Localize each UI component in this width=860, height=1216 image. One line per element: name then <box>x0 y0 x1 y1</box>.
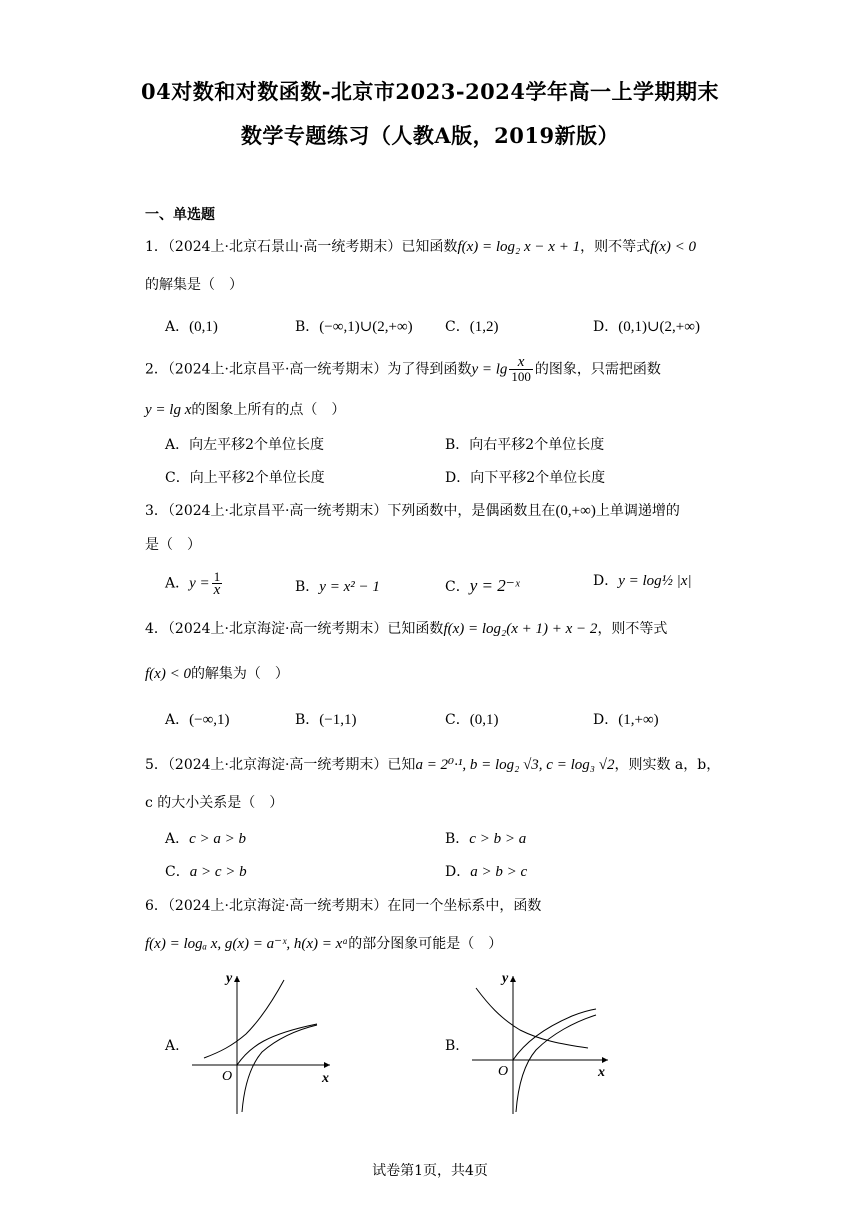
question-2-function-2: y = lg x <box>145 402 192 418</box>
question-4-inequality: f(x) < 0 <box>145 666 191 682</box>
option-label: D． <box>445 864 471 880</box>
question-4-tail: 的解集为（ ） <box>190 666 289 682</box>
option-value: y = <box>189 575 210 592</box>
q3-option-d[interactable] <box>593 570 692 590</box>
q6-graph-b <box>470 968 620 1116</box>
q1-option-b[interactable] <box>295 316 413 336</box>
question-1-function: f(x) = log₂ x − x + 1 <box>457 239 581 255</box>
q2-option-c[interactable]: C．向上平移2个单位长度 <box>165 470 325 486</box>
question-5-stem <box>145 755 720 775</box>
question-4-mid: ，则不等式 <box>597 621 668 637</box>
fraction-denominator: x <box>213 582 221 598</box>
option-label: A． <box>165 575 190 592</box>
question-3-stem <box>145 501 680 521</box>
q3-option-b[interactable] <box>295 576 380 596</box>
question-3-mid: 上单调递增的 <box>595 503 680 519</box>
x-axis-label: x <box>598 1065 605 1080</box>
q4-option-b[interactable] <box>295 709 357 729</box>
option-value: y = log½ |x| <box>618 573 692 589</box>
section-heading: 一、单选题 <box>145 207 215 223</box>
question-2-stem <box>145 356 661 383</box>
q1-option-d[interactable] <box>593 316 700 336</box>
y-axis-label: y <box>226 971 233 986</box>
question-3-tail: 是（ ） <box>145 537 201 553</box>
question-4-line-2 <box>145 664 289 684</box>
option-value: a > c > b <box>189 864 247 880</box>
question-2-line-2 <box>145 400 345 420</box>
q4-option-c[interactable] <box>445 709 498 729</box>
origin-label: O <box>222 1069 233 1084</box>
curve-logarithm <box>242 1025 317 1112</box>
option-label: C． <box>445 319 470 335</box>
q5-option-b[interactable] <box>445 828 526 848</box>
question-5-source: 5．（2024上·北京海淀·高一统考期末）已知 <box>145 757 416 773</box>
question-5-mid: ，则实数 a，b， <box>614 757 721 773</box>
option-label: C． <box>445 579 470 595</box>
q6-option-b-label[interactable]: B. <box>445 1038 460 1054</box>
q3-option-a[interactable] <box>165 570 224 597</box>
option-value: (−∞,1)∪(2,+∞) <box>319 319 413 335</box>
page-title-line-2: 数学专题练习（人教A版，2019新版） <box>240 123 620 148</box>
question-6-tail: 的部分图象可能是（ ） <box>348 936 503 952</box>
question-2-source: 2．（2024上·北京昌平·高一统考期末）为了得到函数 <box>145 361 472 378</box>
q2-option-a[interactable]: A．向左平移2个单位长度 <box>165 437 325 453</box>
question-6-expression: f(x) = logₐ x, g(x) = a⁻ˣ, h(x) = xᵃ <box>145 936 349 952</box>
question-1-mid: ，则不等式 <box>580 239 651 255</box>
option-label: C． <box>165 864 190 880</box>
question-2-function: y = lg <box>471 361 508 378</box>
page-footer: 试卷第1页，共4页 <box>372 1163 488 1179</box>
option-value: c > a > b <box>189 831 247 847</box>
option-value: (1,+∞) <box>618 712 659 728</box>
option-label: A． <box>165 319 190 335</box>
option-label: A． <box>165 712 190 728</box>
option-label: D． <box>593 573 619 589</box>
option-value: c > b > a <box>469 831 527 847</box>
q6-graph-a <box>190 968 340 1116</box>
question-6-line-2 <box>145 934 502 954</box>
fraction-denominator: 100 <box>511 369 531 384</box>
y-axis-label: y <box>502 971 509 986</box>
question-4-stem <box>145 619 667 639</box>
question-3-interval: (0,+∞) <box>555 503 596 519</box>
option-label: C． <box>445 712 470 728</box>
curve-logarithm <box>516 1015 596 1112</box>
option-label: D． <box>593 319 619 335</box>
q5-option-c[interactable] <box>165 861 247 881</box>
option-value: y = 2⁻ˣ <box>469 576 520 595</box>
option-value: (0,1) <box>189 319 218 335</box>
question-5-expression: a = 2⁰·¹, b = log₂ √3, c = log₃ √2 <box>415 757 615 773</box>
option-label: D． <box>593 712 619 728</box>
question-2-mid: 的图象，只需把函数 <box>534 361 661 378</box>
option-label: B． <box>295 712 320 728</box>
question-4-source: 4．（2024上·北京海淀·高一统考期末）已知函数 <box>145 621 444 637</box>
question-6-stem: 6．（2024上·北京海淀·高一统考期末）在同一个坐标系中，函数 <box>145 898 542 914</box>
q1-option-a[interactable] <box>165 316 218 336</box>
option-label: A． <box>165 831 190 847</box>
question-2-fraction <box>509 356 533 383</box>
fraction-numerator: x <box>509 356 533 370</box>
q2-option-d[interactable]: D．向下平移2个单位长度 <box>445 470 606 486</box>
question-4-function: f(x) = log₂(x + 1) + x − 2 <box>443 621 598 637</box>
option-label: B． <box>445 831 470 847</box>
curve-exponential <box>204 980 284 1058</box>
option-value: a > b > c <box>470 864 528 880</box>
curve-power <box>237 1024 317 1065</box>
question-3-source: 3．（2024上·北京昌平·高一统考期末）下列函数中，是偶函数且在 <box>145 503 556 519</box>
origin-label: O <box>498 1064 509 1079</box>
option-value: (0,1) <box>469 712 499 728</box>
option-value: (−1,1) <box>319 712 357 728</box>
q1-option-c[interactable] <box>445 316 498 336</box>
question-1-source: 1．（2024上·北京石景山·高一统考期末）已知函数 <box>145 239 458 255</box>
q5-option-d[interactable] <box>445 861 527 881</box>
fraction-numerator: 1 <box>212 570 223 584</box>
q4-option-a[interactable] <box>165 709 230 729</box>
option-value: (0,1)∪(2,+∞) <box>618 319 700 335</box>
x-axis-label: x <box>322 1071 329 1086</box>
option-fraction <box>212 570 223 597</box>
q2-option-b[interactable]: B．向右平移2个单位长度 <box>445 437 605 453</box>
question-2-tail: 的图象上所有的点（ ） <box>191 402 346 418</box>
question-1-stem <box>145 237 696 257</box>
option-label: B． <box>295 319 320 335</box>
q6-option-a-label[interactable]: A. <box>165 1038 180 1054</box>
option-value: (−∞,1) <box>189 712 230 728</box>
option-value: y = x² − 1 <box>319 579 380 595</box>
q3-option-c[interactable] <box>445 576 520 596</box>
question-1-inequality: f(x) < 0 <box>650 239 697 255</box>
question-5-tail: c 的大小关系是（ ） <box>145 795 284 811</box>
option-value: (1,2) <box>469 319 499 335</box>
q5-option-a[interactable] <box>165 828 246 848</box>
page-title-line-1: 04对数和对数函数-北京市2023-2024学年高一上学期期末 <box>140 79 720 104</box>
question-1-tail: 的解集是（ ） <box>145 277 243 293</box>
option-label: B． <box>295 579 320 595</box>
q4-option-d[interactable] <box>593 709 659 729</box>
